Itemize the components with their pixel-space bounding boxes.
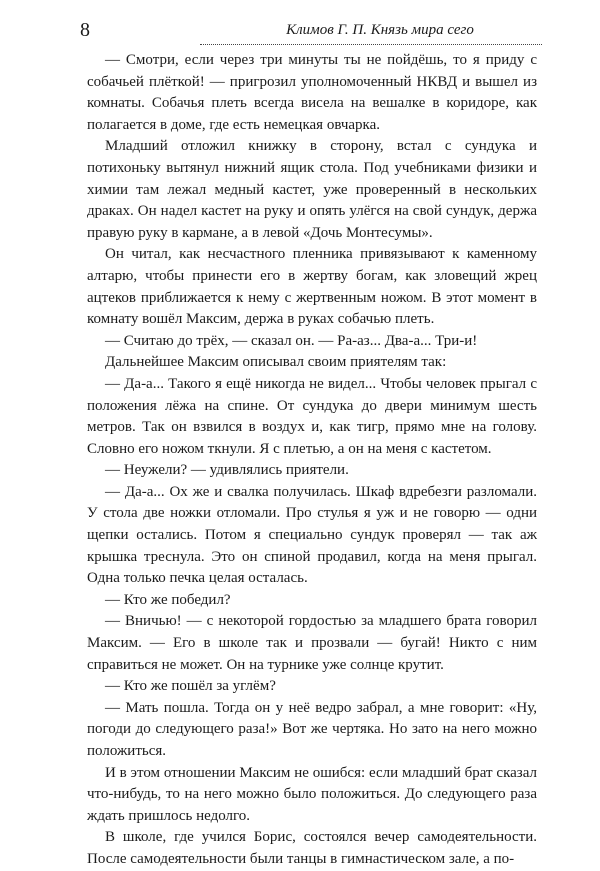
paragraph: И в этом отношении Максим не ошибся: если младший брат сказал что-нибудь, то на него можно было положиться. До следующего раза ждать пришлось недолго. xyxy=(87,764,537,824)
paragraph: — Кто же победил? xyxy=(105,591,231,608)
paragraph: — Кто же пошёл за углём? xyxy=(105,678,276,695)
paragraph: Младший отложил книжку в сторону, встал с сундука и потихоньку вытянул нижний ящик стола. Под учебниками физики и химии там лежал медный кастет, уже проверенный в нескольких драках. Он надел кастет на руку и опять улёгся на свой сундук, держа правую руку в кармане, а в левой «Дочь Монтесумы». xyxy=(87,138,537,241)
paragraph: — Смотри, если через три минуты ты не пойдёшь, то я приду с собачьей плёткой! — пригрозил уполномоченный НКВД и вышел из комнаты. Собачья плеть всегда висела на вешалке в коридоре, как полагается в доме, где есть немецкая овчарка. xyxy=(87,52,537,133)
header-rule xyxy=(200,44,542,45)
paragraph: — Считаю до трёх, — сказал он. — Ра-аз... Два-а... Три-и! xyxy=(105,332,478,349)
paragraph: — Да-а... Ох же и свалка получилась. Шкаф вдребезги разломали. У стола две ножки отломали. Про стулья я уж и не говорю — одни щепки остались. Потом я специально сундук проверял — так аж крышка треснула. Это он спиной продавил, когда на меня прыгал. Одна только печка целая осталась. xyxy=(87,483,537,587)
paragraph: — Да-а... Такого я ещё никогда не видел... Чтобы человек прыгал с положения лёжа на спине. От сундука до двери минимум шесть метров. Так он взвился в воздух и, как тигр, прямо мне на голову. Словно его ножом ткнули. Я с плетью, а он на меня с кастетом. xyxy=(87,375,537,457)
running-title: Климов Г. П. Князь мира сего xyxy=(286,22,474,38)
paragraph: — Вничью! — с некоторой гордостью за младшего брата говорил Максим. — Его в школе так и прозвали — бугай! Никто с ним справиться не может. Он на турнике уже солнце крутит. xyxy=(87,613,537,673)
body-text xyxy=(87,50,537,871)
paragraph: Он читал, как несчастного пленника привязывают к каменному алтарю, чтобы принести его в жертву богам, как зловещий жрец ацтеков приближается к нему с жертвенным ножом. В этот момент в комнату вошёл Максим, держа в руках собачью плеть. xyxy=(87,246,537,328)
paragraph: — Мать пошла. Тогда он у неё ведро забрал, а мне говорит: «Ну, погоди до следующего раза!» Вот же чертяка. Но зато на него можно положиться. xyxy=(87,699,537,759)
paragraph: — Неужели? — удивлялись приятели. xyxy=(105,462,349,479)
paragraph: В школе, где учился Борис, состоялся вечер самодеятельности. После самодеятельности были танцы в гимнастическом зале, а по- xyxy=(87,829,537,867)
paragraph: Дальнейшее Максим описывал своим приятелям так: xyxy=(105,354,447,371)
page-number: 8 xyxy=(80,19,90,41)
